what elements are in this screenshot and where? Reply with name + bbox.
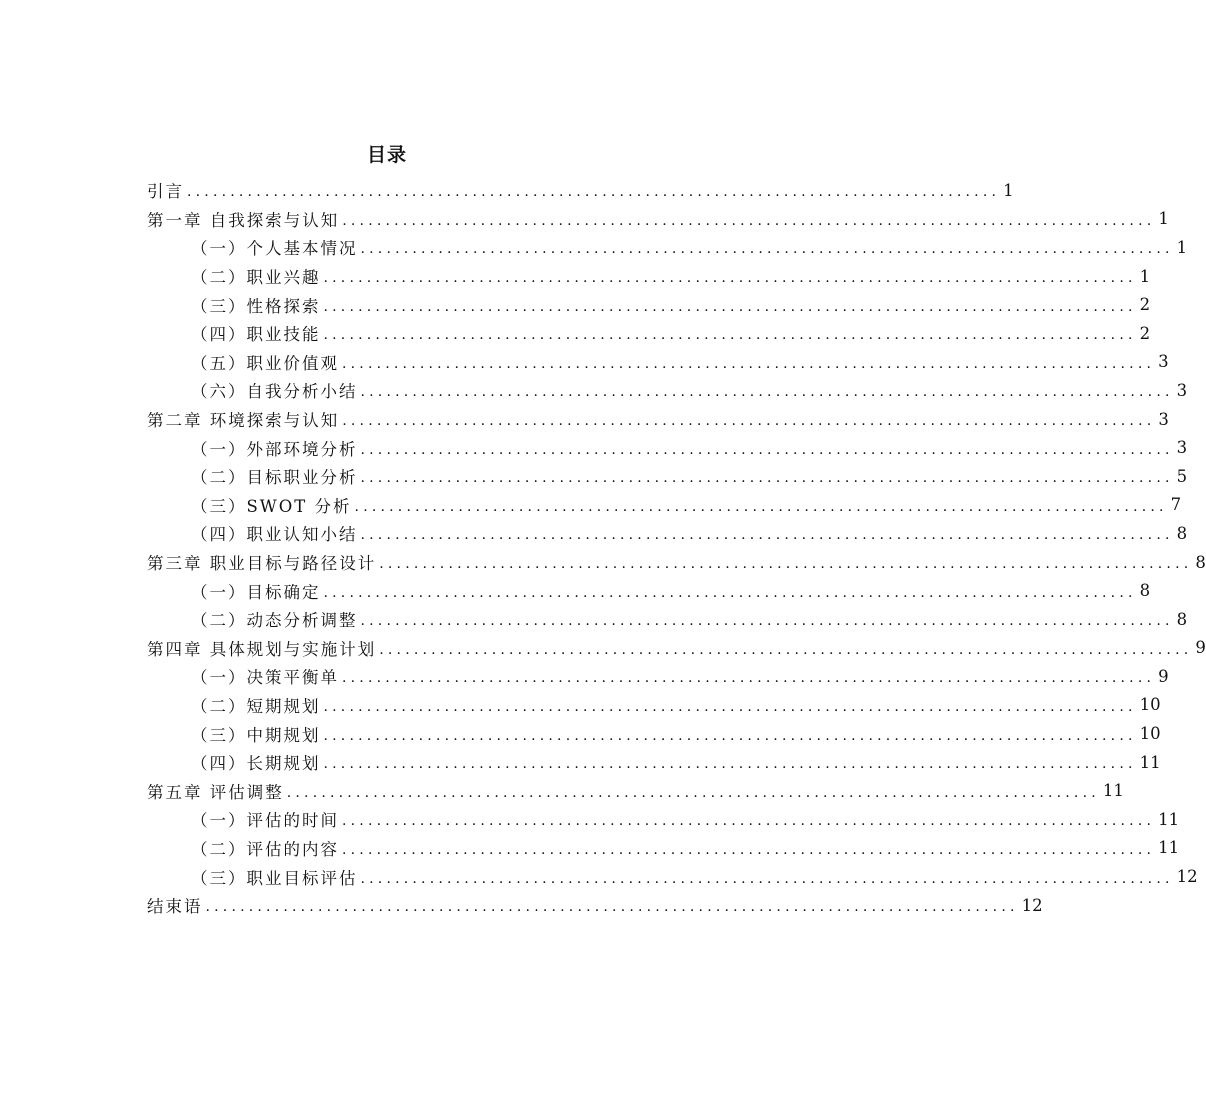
dot-leader: .............................................................................................. bbox=[323, 698, 1137, 715]
toc-entry-title: 结束语 bbox=[147, 897, 203, 917]
toc-page-number: 9 bbox=[1158, 666, 1169, 686]
toc-entry-title: 引言 bbox=[147, 182, 184, 202]
toc-entry-title: （六）自我分析小结 bbox=[191, 382, 358, 402]
dot-leader: .............................................................................................. bbox=[360, 384, 1174, 401]
dot-leader: .............................................................................................. bbox=[360, 241, 1174, 258]
toc-page-number: 12 bbox=[1176, 867, 1198, 887]
toc-page-number: 2 bbox=[1139, 295, 1151, 315]
dot-leader: .............................................................................................. bbox=[360, 527, 1174, 544]
toc-entry-title: （二）评估的内容 bbox=[191, 839, 339, 859]
dot-leader: .............................................................................................. bbox=[323, 298, 1137, 315]
toc-entry-title: （四）职业技能 bbox=[191, 325, 321, 345]
dot-leader: .............................................................................................. bbox=[323, 727, 1137, 744]
toc-page-number: 8 bbox=[1176, 609, 1188, 629]
toc-entry-title: （三）性格探索 bbox=[191, 296, 321, 316]
dot-leader: .............................................................................................. bbox=[360, 870, 1174, 887]
toc-subsection-entry[interactable] bbox=[147, 862, 1198, 891]
toc-entry-title: （三）SWOT 分析 bbox=[191, 496, 352, 516]
toc-subsection-entry[interactable] bbox=[147, 491, 1182, 520]
toc-page-number: 7 bbox=[1170, 495, 1182, 515]
dot-leader: .............................................................................................. bbox=[379, 556, 1193, 573]
toc-entry-title: （二）目标职业分析 bbox=[191, 468, 358, 488]
toc-page-number: 3 bbox=[1158, 352, 1169, 372]
toc-subsection-entry[interactable] bbox=[147, 348, 1169, 377]
toc-subsection-entry[interactable] bbox=[147, 233, 1188, 262]
toc-subsection-entry[interactable] bbox=[147, 433, 1188, 462]
toc-subsection-entry[interactable] bbox=[147, 719, 1161, 748]
toc-entry-title: 第五章 评估调整 bbox=[147, 782, 284, 802]
dot-leader: .............................................................................................. bbox=[342, 413, 1156, 430]
toc-subsection-entry[interactable] bbox=[147, 662, 1169, 691]
table-of-contents bbox=[147, 176, 1206, 919]
toc-chapter-entry[interactable] bbox=[147, 405, 1169, 434]
toc-page-number: 10 bbox=[1139, 724, 1161, 744]
toc-subsection-entry[interactable] bbox=[147, 262, 1151, 291]
dot-leader: .............................................................................................. bbox=[323, 584, 1137, 601]
dot-leader: .............................................................................................. bbox=[342, 355, 1156, 372]
toc-subsection-entry[interactable] bbox=[147, 748, 1161, 777]
toc-page-number: 9 bbox=[1195, 638, 1206, 658]
toc-entry-title: （一）评估的时间 bbox=[191, 811, 339, 831]
toc-entry-title: 第四章 具体规划与实施计划 bbox=[147, 639, 377, 659]
toc-entry-title: （二）动态分析调整 bbox=[191, 611, 358, 631]
toc-entry-title: （二）职业兴趣 bbox=[191, 268, 321, 288]
toc-entry-title: （四）长期规划 bbox=[191, 754, 321, 774]
toc-chapter-entry[interactable] bbox=[147, 205, 1169, 234]
toc-page-number: 11 bbox=[1158, 809, 1180, 829]
toc-entry-title: （三）中期规划 bbox=[191, 725, 321, 745]
toc-page-number: 3 bbox=[1176, 438, 1188, 458]
toc-subsection-entry[interactable] bbox=[147, 576, 1151, 605]
toc-page-number: 11 bbox=[1139, 752, 1161, 772]
toc-entry-title: （一）决策平衡单 bbox=[191, 668, 339, 688]
toc-page-number: 1 bbox=[1003, 180, 1014, 200]
toc-page-number: 1 bbox=[1158, 209, 1169, 229]
toc-subsection-entry[interactable] bbox=[147, 376, 1188, 405]
toc-entry-title: 第三章 职业目标与路径设计 bbox=[147, 554, 377, 574]
toc-page-number: 2 bbox=[1139, 323, 1151, 343]
dot-leader: .............................................................................................. bbox=[187, 184, 1001, 201]
toc-subsection-entry[interactable] bbox=[147, 805, 1180, 834]
dot-leader: .............................................................................................. bbox=[342, 212, 1156, 229]
toc-page-number: 1 bbox=[1176, 237, 1188, 257]
toc-chapter-entry[interactable] bbox=[147, 891, 1043, 920]
toc-chapter-entry[interactable] bbox=[147, 776, 1124, 805]
toc-page-number: 3 bbox=[1158, 409, 1169, 429]
dot-leader: .............................................................................................. bbox=[342, 813, 1156, 830]
toc-subsection-entry[interactable] bbox=[147, 691, 1161, 720]
dot-leader: .............................................................................................. bbox=[342, 670, 1156, 687]
toc-entry-title: （五）职业价值观 bbox=[191, 353, 339, 373]
toc-entry-title: （二）短期规划 bbox=[191, 696, 321, 716]
toc-page-number: 8 bbox=[1139, 581, 1151, 601]
toc-subsection-entry[interactable] bbox=[147, 834, 1180, 863]
toc-entry-title: （一）目标确定 bbox=[191, 582, 321, 602]
dot-leader: .............................................................................................. bbox=[323, 756, 1137, 773]
toc-entry-title: （一）外部环境分析 bbox=[191, 439, 358, 459]
dot-leader: .............................................................................................. bbox=[360, 613, 1174, 630]
dot-leader: .............................................................................................. bbox=[323, 327, 1137, 344]
toc-page-number: 11 bbox=[1102, 781, 1124, 801]
toc-page-number: 8 bbox=[1195, 552, 1206, 572]
dot-leader: .............................................................................................. bbox=[360, 441, 1174, 458]
dot-leader: .............................................................................................. bbox=[360, 470, 1174, 487]
dot-leader: .............................................................................................. bbox=[323, 270, 1137, 287]
toc-page-number: 10 bbox=[1139, 695, 1161, 715]
toc-page-number: 3 bbox=[1176, 380, 1188, 400]
toc-page-number: 12 bbox=[1021, 895, 1043, 915]
toc-entry-title: （三）职业目标评估 bbox=[191, 868, 358, 888]
toc-subsection-entry[interactable] bbox=[147, 319, 1151, 348]
toc-entry-title: 第二章 环境探索与认知 bbox=[147, 411, 340, 431]
dot-leader: .............................................................................................. bbox=[354, 498, 1168, 515]
toc-subsection-entry[interactable] bbox=[147, 290, 1151, 319]
dot-leader: .............................................................................................. bbox=[205, 899, 1019, 916]
toc-entry-title: （四）职业认知小结 bbox=[191, 525, 358, 545]
toc-entry-title: （一）个人基本情况 bbox=[191, 239, 358, 259]
dot-leader: .............................................................................................. bbox=[379, 641, 1193, 658]
toc-page-number: 5 bbox=[1176, 466, 1188, 486]
dot-leader: .............................................................................................. bbox=[342, 841, 1156, 858]
dot-leader: .............................................................................................. bbox=[286, 784, 1100, 801]
toc-chapter-entry[interactable] bbox=[147, 548, 1206, 577]
toc-subsection-entry[interactable] bbox=[147, 462, 1188, 491]
toc-title: 目录 bbox=[366, 144, 407, 166]
toc-chapter-entry[interactable] bbox=[147, 176, 1014, 205]
toc-subsection-entry[interactable] bbox=[147, 519, 1188, 548]
toc-entry-title: 第一章 自我探索与认知 bbox=[147, 210, 340, 230]
toc-page-number: 1 bbox=[1139, 266, 1151, 286]
toc-chapter-entry[interactable] bbox=[147, 634, 1206, 663]
toc-page-number: 8 bbox=[1176, 523, 1188, 543]
toc-page-number: 11 bbox=[1158, 838, 1180, 858]
toc-subsection-entry[interactable] bbox=[147, 605, 1188, 634]
